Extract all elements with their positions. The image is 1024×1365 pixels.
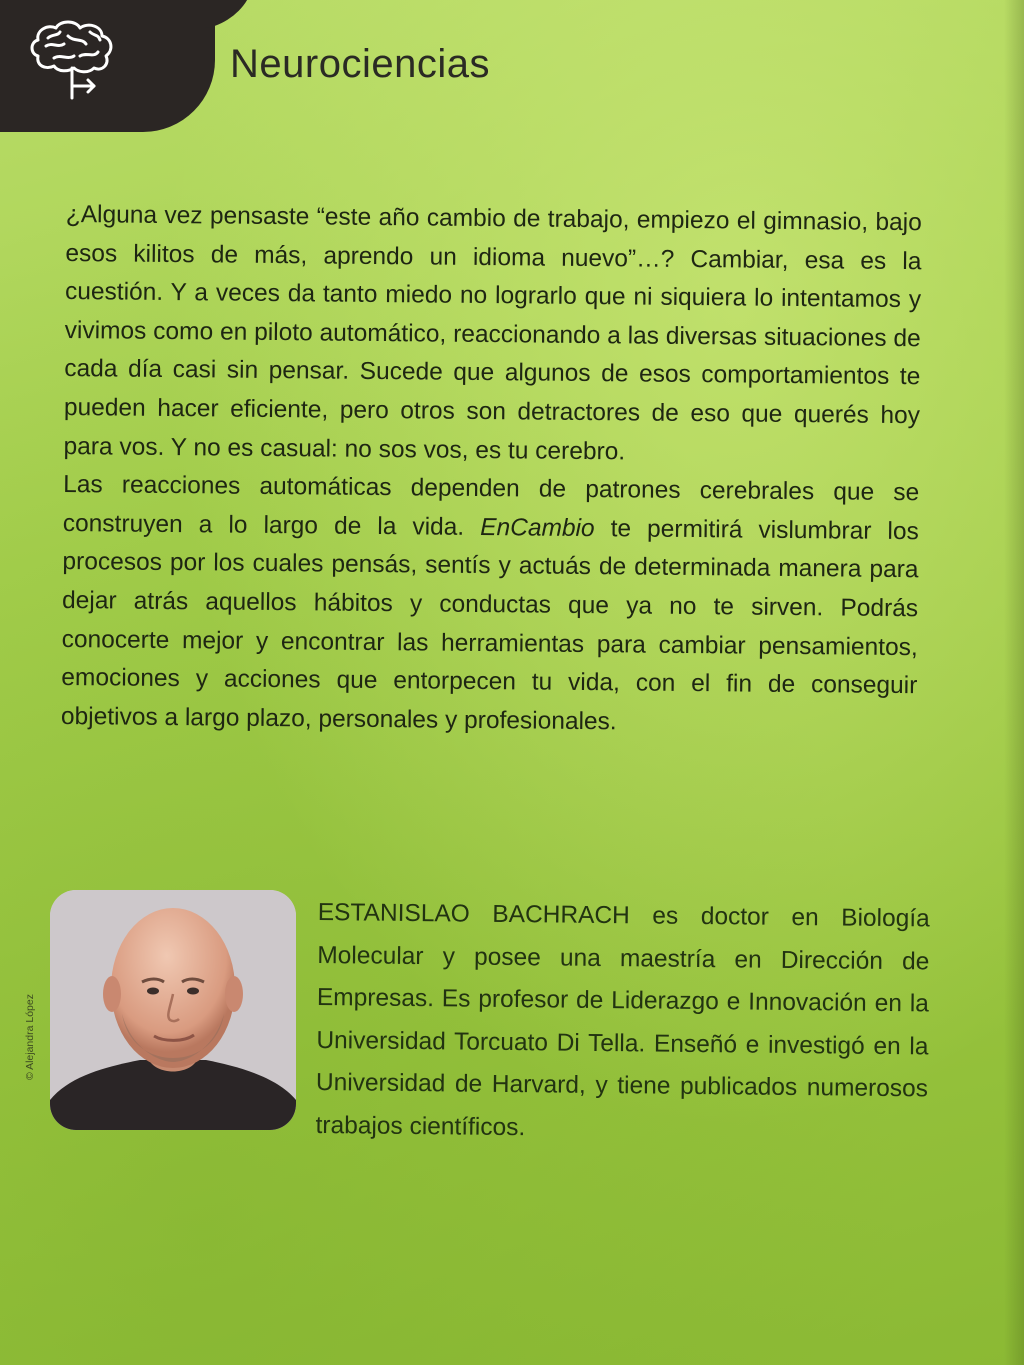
- author-bio: [315, 892, 930, 1154]
- author-portrait: [50, 890, 296, 1130]
- photo-credit: © Alejandra López: [24, 994, 36, 1080]
- cover-edge-shadow: [1004, 0, 1024, 1365]
- section-title: Neurociencias: [230, 42, 490, 86]
- author-photo: [50, 890, 296, 1130]
- blurb-paragraph: [61, 466, 920, 744]
- author-bio-text: es doctor en Biología Molecular y posee una maestría en Dirección de Empresas. Es profesor de Liderazgo e Innovación en la Universidad Torcuato Di Tella. Enseñó e investigó en la Universidad de Harvard, y tiene publicados numerosos trabajos científicos.: [315, 902, 930, 1142]
- brain-tree-icon: [24, 16, 120, 104]
- blurb-paragraph: ¿Alguna vez pensaste “este año cambio de trabajo, empiezo el gimnasio, bajo esos kilitos de más, aprendo un idioma nuevo”…? Cambiar, esa es la cuestión. Y a veces da tanto miedo no lograrlo que ni siquiera lo intentamos y vivimos como en piloto automático, reaccionando a las diversas situaciones de cada día casi sin pensar. Sucede que algunos de esos comportamientos te pueden hacer eficiente, pero otros son detractores de eso que querés hoy para vos. Y no es casual: no sos vos, es tu cerebro.: [63, 200, 922, 465]
- book-title: EnCambio: [480, 513, 595, 542]
- author-name: ESTANISLAO BACHRACH: [317, 898, 630, 930]
- blurb-text: te permitirá vislumbrar los procesos por los cuales pensás, sentís y actuás de determinada manera para dejar atrás aquellos hábitos y conductas que ya no te sirven. Podrás conocerte mejor y encontrar las herramientas para cambiar pensamientos, emociones y acciones que entorpecen tu vida, con el fin de conseguir objetivos a largo plazo, personales y profesionales.: [60, 514, 919, 736]
- blurb-text: Las reacciones automáticas dependen de patrones cerebrales que se construyen a lo largo de la vida.: [62, 471, 920, 541]
- header-tab: [0, 0, 215, 132]
- back-cover-blurb: [61, 196, 922, 745]
- author-bio-paragraph: [315, 892, 930, 1154]
